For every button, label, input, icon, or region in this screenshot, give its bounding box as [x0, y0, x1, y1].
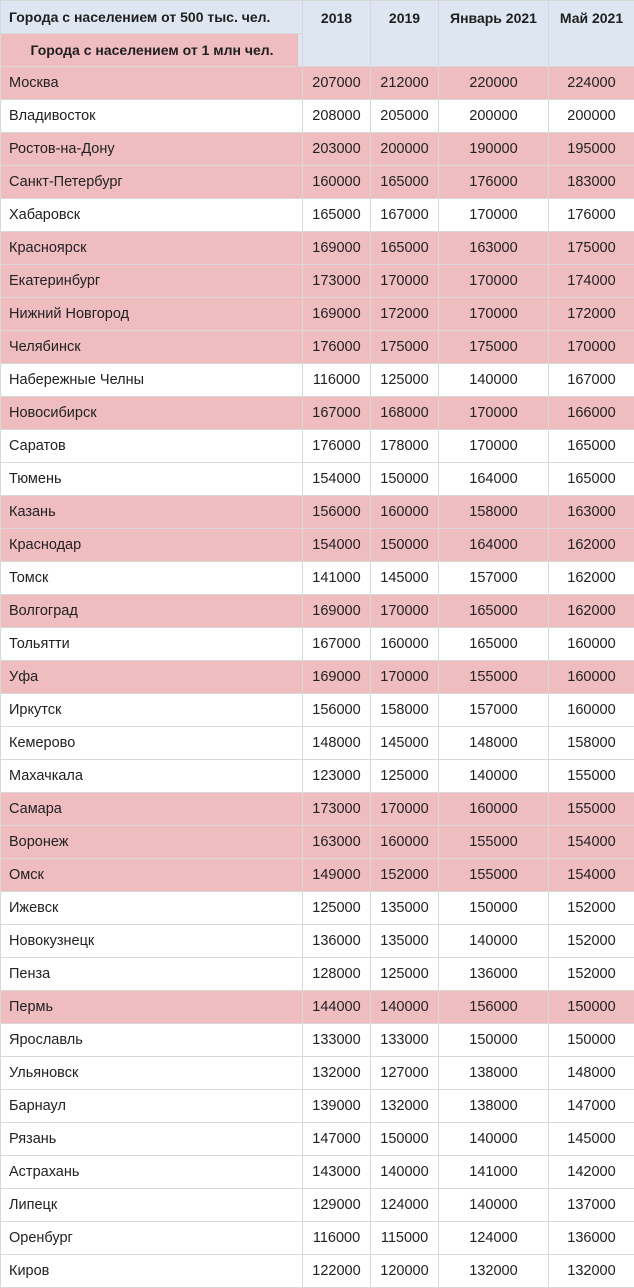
value-jan-2021-cell: 170000	[439, 430, 549, 463]
value-may-2021-cell: 148000	[549, 1057, 634, 1090]
value-may-2021-cell: 167000	[549, 364, 634, 397]
value-may-2021-cell: 170000	[549, 331, 634, 364]
value-jan-2021-cell: 158000	[439, 496, 549, 529]
value-2018-cell: 122000	[303, 1255, 371, 1288]
value-2019-cell: 165000	[371, 166, 439, 199]
value-jan-2021-cell: 148000	[439, 727, 549, 760]
table-row	[1, 331, 634, 364]
value-jan-2021-cell: 170000	[439, 298, 549, 331]
table-row	[1, 67, 634, 100]
city-cell: Краснодар	[1, 529, 303, 562]
value-jan-2021-cell: 140000	[439, 925, 549, 958]
value-2019-cell: 135000	[371, 925, 439, 958]
table-row	[1, 463, 634, 496]
value-2019-cell: 127000	[371, 1057, 439, 1090]
value-2018-cell: 156000	[303, 496, 371, 529]
value-2019-cell: 160000	[371, 628, 439, 661]
city-cell: Иркутск	[1, 694, 303, 727]
value-jan-2021-cell: 140000	[439, 1123, 549, 1156]
value-jan-2021-cell: 140000	[439, 364, 549, 397]
table-row	[1, 232, 634, 265]
value-2018-cell: 147000	[303, 1123, 371, 1156]
value-may-2021-cell: 160000	[549, 628, 634, 661]
city-cell: Пермь	[1, 991, 303, 1024]
value-2019-cell: 175000	[371, 331, 439, 364]
value-2018-cell: 149000	[303, 859, 371, 892]
value-2018-cell: 143000	[303, 1156, 371, 1189]
value-2018-cell: 144000	[303, 991, 371, 1024]
value-2019-cell: 135000	[371, 892, 439, 925]
city-cell: Челябинск	[1, 331, 303, 364]
city-cell: Омск	[1, 859, 303, 892]
table-row	[1, 595, 634, 628]
value-jan-2021-cell: 140000	[439, 1189, 549, 1222]
value-may-2021-cell: 162000	[549, 595, 634, 628]
value-may-2021-cell: 162000	[549, 529, 634, 562]
value-2019-cell: 120000	[371, 1255, 439, 1288]
value-jan-2021-cell: 157000	[439, 694, 549, 727]
value-may-2021-cell: 158000	[549, 727, 634, 760]
value-jan-2021-cell: 155000	[439, 661, 549, 694]
city-cell: Липецк	[1, 1189, 303, 1222]
value-jan-2021-cell: 132000	[439, 1255, 549, 1288]
city-cell: Томск	[1, 562, 303, 595]
value-jan-2021-cell: 157000	[439, 562, 549, 595]
column-header-may-2021: Май 2021	[549, 1, 634, 67]
value-2019-cell: 124000	[371, 1189, 439, 1222]
value-may-2021-cell: 150000	[549, 1024, 634, 1057]
value-jan-2021-cell: 170000	[439, 199, 549, 232]
column-header-jan-2021: Январь 2021	[439, 1, 549, 67]
value-2018-cell: 165000	[303, 199, 371, 232]
value-2018-cell: 169000	[303, 298, 371, 331]
city-cell: Нижний Новгород	[1, 298, 303, 331]
city-cell: Тольятти	[1, 628, 303, 661]
table-row	[1, 1156, 634, 1189]
value-2018-cell: 133000	[303, 1024, 371, 1057]
value-2018-cell: 154000	[303, 463, 371, 496]
table-row	[1, 793, 634, 826]
value-2019-cell: 125000	[371, 364, 439, 397]
value-may-2021-cell: 174000	[549, 265, 634, 298]
table-row	[1, 892, 634, 925]
value-2019-cell: 140000	[371, 1156, 439, 1189]
value-2019-cell: 145000	[371, 727, 439, 760]
table-row	[1, 1057, 634, 1090]
value-jan-2021-cell: 136000	[439, 958, 549, 991]
value-2019-cell: 145000	[371, 562, 439, 595]
city-cell: Астрахань	[1, 1156, 303, 1189]
value-may-2021-cell: 137000	[549, 1189, 634, 1222]
city-cell: Барнаул	[1, 1090, 303, 1123]
city-cell: Рязань	[1, 1123, 303, 1156]
value-2019-cell: 115000	[371, 1222, 439, 1255]
table-row	[1, 100, 634, 133]
value-may-2021-cell: 152000	[549, 892, 634, 925]
value-jan-2021-cell: 164000	[439, 529, 549, 562]
value-may-2021-cell: 200000	[549, 100, 634, 133]
value-jan-2021-cell: 176000	[439, 166, 549, 199]
value-may-2021-cell: 147000	[549, 1090, 634, 1123]
city-column-header: Города с населением от 500 тыс. чел.	[1, 1, 303, 34]
value-2019-cell: 150000	[371, 463, 439, 496]
table-row	[1, 694, 634, 727]
city-cell: Самара	[1, 793, 303, 826]
city-cell: Киров	[1, 1255, 303, 1288]
value-jan-2021-cell: 170000	[439, 397, 549, 430]
value-2018-cell: 167000	[303, 397, 371, 430]
value-2018-cell: 156000	[303, 694, 371, 727]
value-jan-2021-cell: 165000	[439, 595, 549, 628]
value-jan-2021-cell: 164000	[439, 463, 549, 496]
table-row	[1, 925, 634, 958]
value-2018-cell: 116000	[303, 1222, 371, 1255]
value-2019-cell: 212000	[371, 67, 439, 100]
value-2019-cell: 160000	[371, 496, 439, 529]
city-cell: Воронеж	[1, 826, 303, 859]
value-2019-cell: 158000	[371, 694, 439, 727]
city-cell: Ульяновск	[1, 1057, 303, 1090]
city-cell: Новокузнецк	[1, 925, 303, 958]
city-cell: Владивосток	[1, 100, 303, 133]
city-cell: Волгоград	[1, 595, 303, 628]
table-row	[1, 364, 634, 397]
table-row	[1, 1090, 634, 1123]
value-jan-2021-cell: 163000	[439, 232, 549, 265]
value-jan-2021-cell: 150000	[439, 892, 549, 925]
value-2019-cell: 172000	[371, 298, 439, 331]
table-row	[1, 1255, 634, 1288]
table-row	[1, 298, 634, 331]
value-may-2021-cell: 224000	[549, 67, 634, 100]
value-jan-2021-cell: 155000	[439, 859, 549, 892]
value-may-2021-cell: 145000	[549, 1123, 634, 1156]
value-may-2021-cell: 175000	[549, 232, 634, 265]
value-may-2021-cell: 165000	[549, 430, 634, 463]
value-may-2021-cell: 163000	[549, 496, 634, 529]
value-2018-cell: 176000	[303, 430, 371, 463]
value-jan-2021-cell: 175000	[439, 331, 549, 364]
table-row	[1, 166, 634, 199]
value-2018-cell: 154000	[303, 529, 371, 562]
value-2018-cell: 116000	[303, 364, 371, 397]
column-header-2018: 2018	[303, 1, 371, 67]
value-2018-cell: 141000	[303, 562, 371, 595]
city-cell: Ростов-на-Дону	[1, 133, 303, 166]
value-2018-cell: 139000	[303, 1090, 371, 1123]
value-2018-cell: 169000	[303, 661, 371, 694]
value-jan-2021-cell: 156000	[439, 991, 549, 1024]
city-cell: Ижевск	[1, 892, 303, 925]
table-body	[1, 67, 634, 1288]
value-2019-cell: 168000	[371, 397, 439, 430]
value-2018-cell: 208000	[303, 100, 371, 133]
legend-cell	[1, 34, 303, 67]
value-2018-cell: 173000	[303, 265, 371, 298]
value-2018-cell: 128000	[303, 958, 371, 991]
value-may-2021-cell: 150000	[549, 991, 634, 1024]
table-row	[1, 1189, 634, 1222]
value-2019-cell: 205000	[371, 100, 439, 133]
value-2019-cell: 132000	[371, 1090, 439, 1123]
value-2019-cell: 178000	[371, 430, 439, 463]
table-row	[1, 133, 634, 166]
value-2018-cell: 163000	[303, 826, 371, 859]
value-may-2021-cell: 142000	[549, 1156, 634, 1189]
value-2019-cell: 152000	[371, 859, 439, 892]
value-2019-cell: 167000	[371, 199, 439, 232]
table-row	[1, 859, 634, 892]
column-header-2019: 2019	[371, 1, 439, 67]
table-row	[1, 1024, 634, 1057]
city-cell: Тюмень	[1, 463, 303, 496]
value-2018-cell: 207000	[303, 67, 371, 100]
value-2018-cell: 148000	[303, 727, 371, 760]
value-may-2021-cell: 154000	[549, 826, 634, 859]
value-jan-2021-cell: 138000	[439, 1057, 549, 1090]
value-may-2021-cell: 136000	[549, 1222, 634, 1255]
table-row	[1, 430, 634, 463]
city-cell: Санкт-Петербург	[1, 166, 303, 199]
city-cell: Кемерово	[1, 727, 303, 760]
value-may-2021-cell: 172000	[549, 298, 634, 331]
table-row	[1, 628, 634, 661]
value-jan-2021-cell: 155000	[439, 826, 549, 859]
value-jan-2021-cell: 160000	[439, 793, 549, 826]
value-2018-cell: 136000	[303, 925, 371, 958]
value-2019-cell: 160000	[371, 826, 439, 859]
value-2019-cell: 125000	[371, 958, 439, 991]
value-jan-2021-cell: 200000	[439, 100, 549, 133]
value-2018-cell: 173000	[303, 793, 371, 826]
value-may-2021-cell: 160000	[549, 661, 634, 694]
city-cell: Саратов	[1, 430, 303, 463]
city-cell: Красноярск	[1, 232, 303, 265]
table-row	[1, 727, 634, 760]
value-2019-cell: 170000	[371, 661, 439, 694]
table-row	[1, 1123, 634, 1156]
value-may-2021-cell: 152000	[549, 958, 634, 991]
value-jan-2021-cell: 150000	[439, 1024, 549, 1057]
table-row	[1, 562, 634, 595]
value-2018-cell: 169000	[303, 232, 371, 265]
value-2018-cell: 203000	[303, 133, 371, 166]
table-row	[1, 826, 634, 859]
value-2019-cell: 125000	[371, 760, 439, 793]
city-cell: Уфа	[1, 661, 303, 694]
table-row	[1, 397, 634, 430]
value-2019-cell: 170000	[371, 265, 439, 298]
table-row	[1, 760, 634, 793]
value-may-2021-cell: 166000	[549, 397, 634, 430]
value-may-2021-cell: 162000	[549, 562, 634, 595]
value-jan-2021-cell: 138000	[439, 1090, 549, 1123]
value-jan-2021-cell: 141000	[439, 1156, 549, 1189]
value-may-2021-cell: 165000	[549, 463, 634, 496]
city-cell: Новосибирск	[1, 397, 303, 430]
value-jan-2021-cell: 170000	[439, 265, 549, 298]
value-may-2021-cell: 160000	[549, 694, 634, 727]
value-may-2021-cell: 176000	[549, 199, 634, 232]
value-jan-2021-cell: 140000	[439, 760, 549, 793]
value-may-2021-cell: 155000	[549, 760, 634, 793]
value-jan-2021-cell: 124000	[439, 1222, 549, 1255]
value-2018-cell: 129000	[303, 1189, 371, 1222]
city-cell: Екатеринбург	[1, 265, 303, 298]
value-may-2021-cell: 183000	[549, 166, 634, 199]
city-cell: Набережные Челны	[1, 364, 303, 397]
value-2019-cell: 170000	[371, 793, 439, 826]
value-2018-cell: 169000	[303, 595, 371, 628]
value-2019-cell: 140000	[371, 991, 439, 1024]
city-cell: Махачкала	[1, 760, 303, 793]
value-2018-cell: 125000	[303, 892, 371, 925]
table-row	[1, 529, 634, 562]
value-2018-cell: 160000	[303, 166, 371, 199]
city-cell: Пенза	[1, 958, 303, 991]
value-2018-cell: 167000	[303, 628, 371, 661]
table-row	[1, 1222, 634, 1255]
value-2018-cell: 176000	[303, 331, 371, 364]
value-2019-cell: 150000	[371, 529, 439, 562]
header-row	[1, 1, 634, 34]
value-may-2021-cell: 152000	[549, 925, 634, 958]
value-2018-cell: 132000	[303, 1057, 371, 1090]
value-may-2021-cell: 132000	[549, 1255, 634, 1288]
value-may-2021-cell: 155000	[549, 793, 634, 826]
table-row	[1, 958, 634, 991]
value-may-2021-cell: 154000	[549, 859, 634, 892]
city-cell: Ярославль	[1, 1024, 303, 1057]
table-row	[1, 199, 634, 232]
value-jan-2021-cell: 190000	[439, 133, 549, 166]
table-row	[1, 265, 634, 298]
city-cell: Казань	[1, 496, 303, 529]
value-2019-cell: 170000	[371, 595, 439, 628]
city-cell: Оренбург	[1, 1222, 303, 1255]
table-header	[1, 1, 634, 67]
value-jan-2021-cell: 220000	[439, 67, 549, 100]
value-2019-cell: 165000	[371, 232, 439, 265]
table-row	[1, 496, 634, 529]
value-may-2021-cell: 195000	[549, 133, 634, 166]
value-2019-cell: 150000	[371, 1123, 439, 1156]
table-row	[1, 661, 634, 694]
value-2019-cell: 200000	[371, 133, 439, 166]
value-jan-2021-cell: 165000	[439, 628, 549, 661]
table-row	[1, 991, 634, 1024]
city-cell: Москва	[1, 67, 303, 100]
value-2019-cell: 133000	[371, 1024, 439, 1057]
city-cell: Хабаровск	[1, 199, 303, 232]
million-city-legend: Города с населением от 1 млн чел.	[1, 34, 299, 66]
value-2018-cell: 123000	[303, 760, 371, 793]
